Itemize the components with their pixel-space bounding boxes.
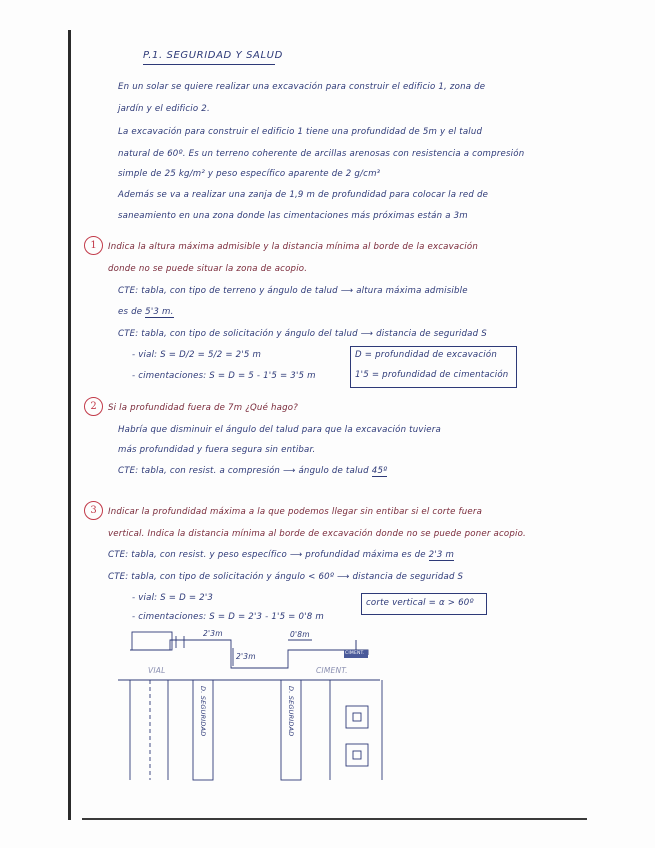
answer-1-line: CTE: tabla, con tipo de solicitación y ángulo del talud ⟶ distancia de seguridad S: [118, 329, 487, 339]
question-2-text: Si la profundidad fuera de 7m ¿Qué hago?: [108, 403, 298, 413]
answer-2-line: más profundidad y fuera segura sin entibar.: [118, 445, 316, 455]
intro-line: saneamiento en una zona donde las cimentaciones más próximas están a 3m: [118, 211, 468, 221]
column-2: [346, 744, 368, 766]
question-3-text: vertical. Indica la distancia mínima al borde de excavación donde no se puede poner acopio.: [108, 529, 526, 539]
answer-2-value: 45º: [371, 466, 388, 476]
answer-1-value: 5'3 m.: [145, 307, 174, 317]
question-3-text: Indicar la profundidad máxima a la que podemos llegar sin entibar si el corte fuera: [108, 507, 483, 517]
answer-3-value: 2'3 m: [428, 550, 455, 560]
dim-right: 0'8m: [290, 630, 310, 639]
question-1-number: 1: [84, 236, 103, 255]
intro-line: simple de 25 kg/m² y peso específico aparente de 2 g/cm³: [118, 169, 381, 179]
question-1-text: Indica la altura máxima admisible y la distancia mínima al borde de la excavación: [108, 242, 478, 252]
page-title: P.1. SEGURIDAD Y SALUD: [143, 50, 283, 61]
question-2-number: 2: [84, 397, 103, 416]
answer-2-line: Habría que disminuir el ángulo del talud para que la excavación tuviera: [118, 425, 441, 435]
intro-line: jardín y el edificio 2.: [118, 104, 210, 114]
dim-left: 2'3m: [203, 629, 223, 638]
answer-2-line: CTE: tabla, con resist. a compresión ⟶ ángulo de talud 45º: [118, 466, 388, 476]
vial-structure: [132, 632, 172, 650]
legend-line: 1'5 = profundidad de cimentación: [355, 370, 509, 380]
answer-3-line: CTE: tabla, con tipo de solicitación y ángulo < 60º ⟶ distancia de seguridad S: [108, 572, 464, 582]
dim-depth: 2'3m: [236, 652, 256, 661]
intro-line: natural de 60º. Es un terreno coherente de arcillas arenosas con resistencia a compresión: [118, 149, 525, 159]
legend-line: D = profundidad de excavación: [355, 350, 498, 360]
column-1: [346, 706, 368, 728]
intro-line: Además se va a realizar una zanja de 1,9 m de profundidad para colocar la red de: [118, 190, 489, 200]
corte-text: corte vertical = α > 60º: [366, 598, 474, 608]
label-foundation: CIMENT.: [345, 651, 365, 656]
answer-1-vial: - vial: S = D/2 = 5/2 = 2'5 m: [132, 350, 262, 360]
question-1-text: donde no se puede situar la zona de acopio.: [108, 264, 308, 274]
label-ciment: CIMENT.: [316, 666, 348, 675]
answer-1-line: es de 5'3 m.: [118, 307, 174, 317]
answer-3-cim: - cimentaciones: S = D = 2'3 - 1'5 = 0'8 m: [132, 612, 324, 622]
answer-1-cim: - cimentaciones: S = D = 5 - 1'5 = 3'5 m: [132, 371, 316, 381]
zone-label-1: D. SEGURIDAD: [199, 686, 207, 737]
intro-line: En un solar se quiere realizar una excavación para construir el edificio 1, zona de: [118, 82, 486, 92]
answer-3-vial: - vial: S = D = 2'3: [132, 593, 214, 603]
label-vial: VIAL: [148, 666, 166, 675]
intro-line: La excavación para construir el edificio 1 tiene una profundidad de 5m y el talud: [118, 127, 483, 137]
answer-3-line: CTE: tabla, con resist. y peso específico ⟶ profundidad máxima es de 2'3 m: [108, 550, 455, 560]
zone-label-2: D. SEGURIDAD: [287, 686, 295, 737]
question-3-number: 3: [84, 501, 103, 520]
answer-1-line: CTE: tabla, con tipo de terreno y ángulo de talud ⟶ altura máxima admisible: [118, 286, 468, 296]
